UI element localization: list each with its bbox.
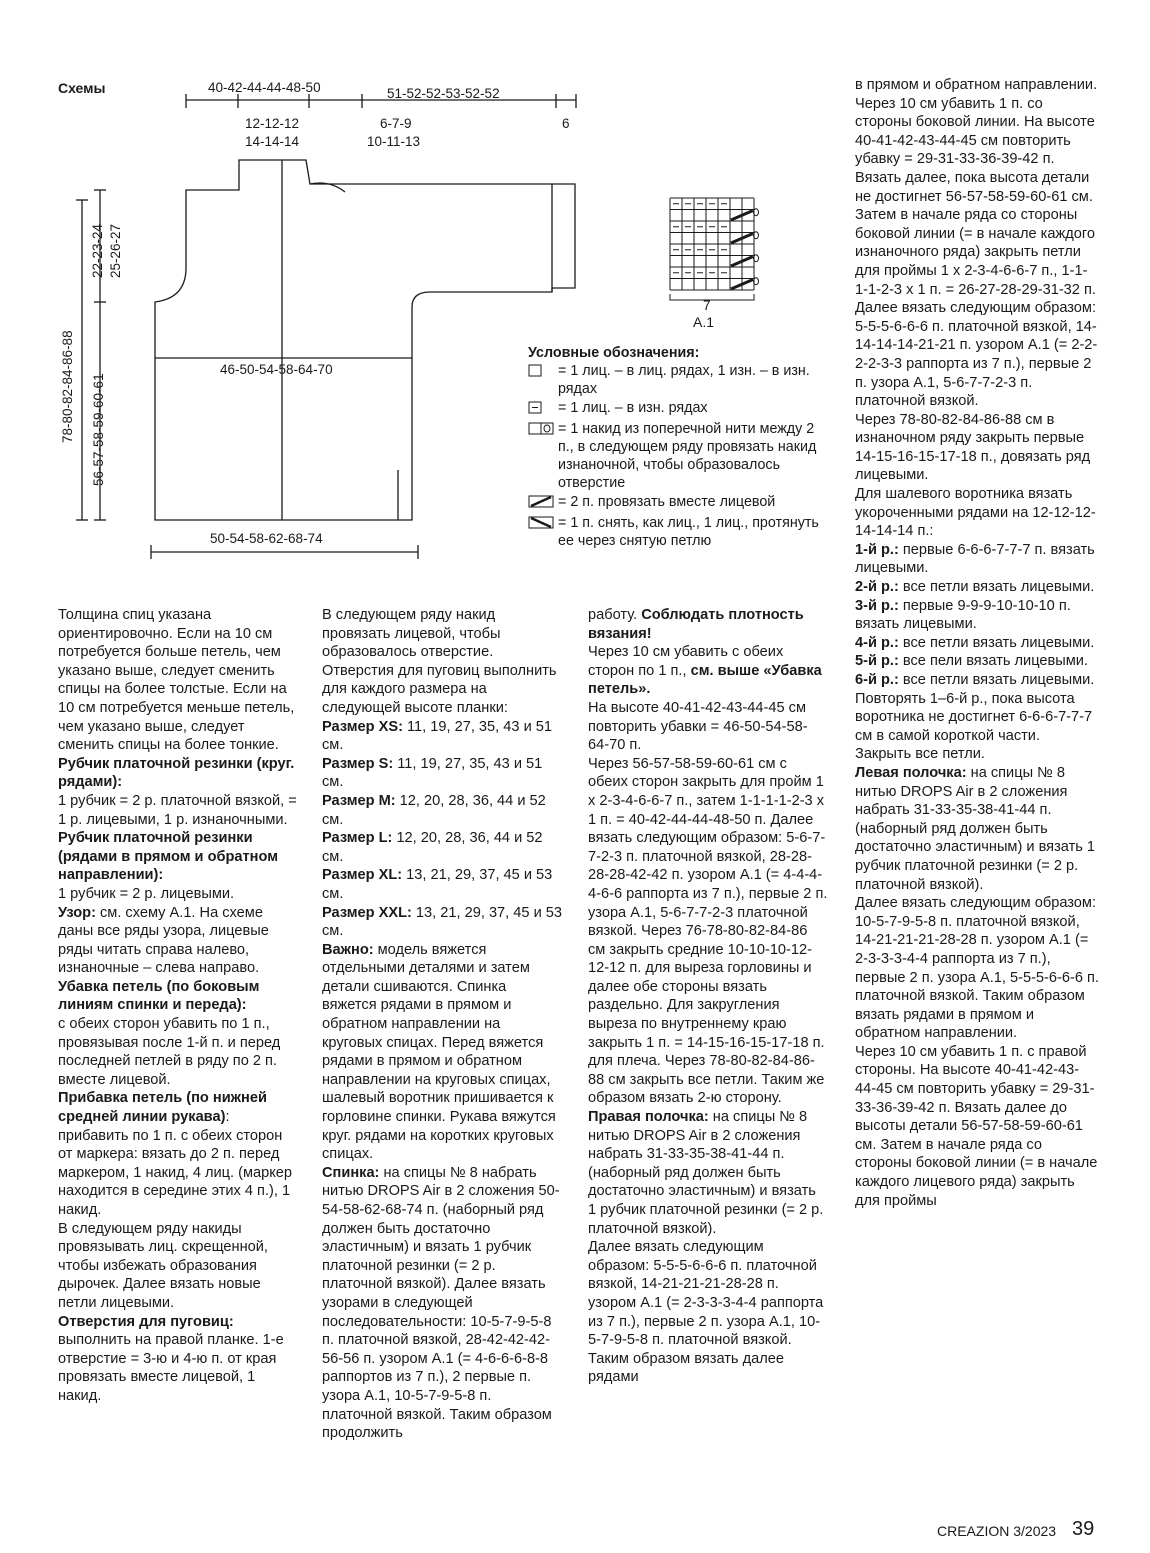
empty-square-icon	[528, 362, 558, 398]
legend-item: = 1 накид из поперечной нити между 2 п., в следующем ряду провязать накид изнаночной, чтобы образовалось отверстие	[528, 420, 828, 493]
paragraph: Левая полочка: на спицы № 8 нитью DROPS Air в 2 сложения набрать 31-33-35-38-41-44 п. (наборный ряд должен быть достаточно эластичным) и вязать 1 рубчик платочной резинки (= 2 р. платочной вязкой).	[855, 764, 1096, 893]
dim-bottom-width: 50-54-58-62-68-74	[210, 531, 323, 546]
dim-shoulder-2: 10-11-13	[367, 134, 421, 149]
legend-item: = 1 лиц. – в изн. рядах	[528, 399, 828, 420]
legend	[528, 344, 828, 550]
schemes-title: Схемы	[58, 80, 106, 96]
o-square-icon	[528, 420, 558, 493]
paragraph: 4-й р.: все петли вязать лицевыми.	[855, 634, 1095, 651]
paragraph: В следующем ряду накид провязать лицевой, чтобы образовалось отверстие. Отверстия для пуговиц выполнить для каждого размера на следующей высоте планки:	[322, 607, 557, 716]
paragraph: Вязать далее, пока высота детали не достигнет 56-57-58-59-60-61 см.	[855, 169, 1093, 205]
legend-item: = 2 п. провязать вместе лицевой	[528, 493, 828, 514]
dim-cuff: 6	[562, 116, 570, 131]
paragraph: Размер M: 12, 20, 28, 36, 44 и 52 см.	[322, 792, 546, 828]
paragraph: 2-й р.: все петли вязать лицевыми.	[855, 579, 1095, 596]
paragraph: Для шалевого воротника вязать укороченными рядами на 12-12-12-14-14-14 п.:	[855, 486, 1096, 540]
paragraph: Далее вязать следующим образом: 5-5-5-6-6-6 п. платочной вязкой, 14-21-21-21-28-28 п. узором А.1 (= 2-3-3-3-4-4 раппорта из 7 п.), первые 2 п. узора А.1, 10-5-7-9-5-8 п. платочной вязкой. Таким образом вязать далее рядами	[588, 1239, 824, 1386]
dim-neck-width-2: 14-14-14	[245, 134, 300, 149]
paragraph: с обеих сторон убавить по 1 п., провязывая после 1-й п. и перед последней петлей в ряду по 2 п. вместе лицевой.	[58, 1016, 281, 1088]
magazine-issue: CREAZION 3/2023	[937, 1523, 1057, 1539]
paragraph: 1-й р.: первые 6-6-6-7-7-7 п. вязать лицевыми.	[855, 541, 1095, 577]
paragraph: 5-й р.: все пели вязать лицевыми.	[855, 653, 1088, 670]
paragraph: На высоте 40-41-42-43-44-45 см повторить убавки = 46-50-54-58-64-70 п.	[588, 699, 808, 754]
dim-shoulder: 6-7-9	[380, 116, 412, 131]
paragraph: Толщина спиц указана ориентировочно. Если на 10 см потребуется больше петель, чем указано выше, следует сменить спицы на более толстые. Если на 10 см потребуется меньше петель, чем указано выше, следует сменить спицы на более тонкие.	[58, 607, 295, 754]
paragraph: Через 56-57-58-59-60-61 см с обеих сторон закрыть для пройм 1 х 2-3-4-6-6-7 п., затем 1-1-1-1-2-3 х 1 п. = 40-42-44-44-48-50 п. Далее вязать следующим образом: 5-6-7-7-2-3 п. платочной вязкой, 28-28-28-28-42-42 п. узором А.1 (= 4-4-4-4-6-6 раппорта из 7 п.), первые 2 п. узора А.1, 5-6-7-7-2-3 платочной вязкой. Через 76-78-80-82-84-86 см закрыть средние 10-10-10-12-12-12 п. для выреза горловины и далее обе стороны вязать раздельно. Для закругления выреза по внутреннему краю закрыть 1 п. = 14-15-16-15-17-18 п. для плеча. Через 78-80-82-84-86-88 см закрыть все петли. Таким же образом вязать 2-ю сторону.	[588, 755, 828, 1107]
dim-armhole-height-2: 25-26-27	[108, 223, 123, 278]
paragraph: Далее вязать следующим образом: 5-5-5-6-6-6 п. платочной вязкой, 14-14-14-14-21-21 п. узором А.1 (= 2-2-2-2-3-3 раппорта из 7 п.), первые 2 п. узора А.1, 5-6-7-7-2-3 п. платочной вязкой.	[855, 300, 1098, 410]
text-column-1	[58, 606, 298, 1406]
text-column-3	[588, 606, 828, 1387]
paragraph: Отверстия для пуговиц: выполнить на правой планке. 1-е отверстие = 3-ю и 4-ю п. от края провязать вместе лицевой, 1 накид.	[58, 1313, 284, 1404]
paragraph: Через 10 см убавить с обеих сторон по 1 п., см. выше «Убавка петель».	[588, 644, 822, 698]
paragraph: Рубчик платочной резинки (круг. рядами):	[58, 755, 295, 791]
chart-name: A.1	[693, 314, 715, 330]
paragraph: Размер S: 11, 19, 27, 35, 43 и 51 см.	[322, 755, 543, 791]
chart-repeat-label: 7	[703, 298, 711, 313]
page-number: 39	[1072, 1518, 1095, 1540]
dim-body-height: 56-57-58-59-60-61	[91, 373, 106, 486]
paragraph: Размер XXL: 13, 21, 29, 37, 45 и 53 см.	[322, 904, 563, 940]
dim-neck-width: 12-12-12	[245, 116, 300, 131]
legend-item: = 1 п. снять, как лиц., 1 лиц., протянуть ее через снятую петлю	[528, 514, 828, 550]
dim-armhole-height: 22-23-24	[90, 223, 105, 278]
paragraph: Спинка: на спицы № 8 набрать нитью DROPS Air в 2 сложения 50-54-58-62-68-74 п. (наборный ряд должен быть достаточно эластичным) и вязать 1 рубчик платочной резинки (= 2 р. платочной вязкой). Далее вязать узорами в следующей последовательности: 10-5-7-9-5-8 п. платочной вязкой, 28-42-42-42-56-56 п. узором А.1 (= 4-6-6-6-8-8 раппортов из 7 п.), 2 первые п. узора А.1, 10-5-7-9-5-8 п. платочной вязкой. Таким образом продолжить	[322, 1164, 560, 1442]
dim-total-height: 78-80-82-84-86-88	[60, 330, 75, 443]
paragraph: Важно: модель вяжется отдельными деталями и затем детали сшиваются. Спинка вяжется рядами в прямом и обратном направлении на круговых спицах. Перед вяжется рядами в прямом и обратном направлении на круговых спицах, шалевый воротник пришивается к горловине спинки. Рукава вяжутся круг. рядами на коротких круговых спицах.	[322, 941, 556, 1163]
dash-square-icon	[528, 399, 558, 420]
paragraph: Узор: см. схему А.1. На схеме даны все ряды узора, лицевые ряды читать справа налево, изнаночные – слева направо.	[58, 904, 269, 977]
paragraph: Повторять 1–6-й р., пока высота воротника не достигнет 6-6-6-7-7-7 см в самой короткой части. Закрыть все петли.	[855, 690, 1093, 763]
legend-title: Условные обозначения:	[528, 345, 700, 361]
text-column-4	[855, 76, 1099, 1210]
paragraph: 1 рубчик = 2 р. лицевыми.	[58, 885, 235, 902]
k2tog-square-icon	[528, 493, 558, 514]
paragraph: Размер L: 12, 20, 28, 36, 44 и 52 см.	[322, 830, 543, 865]
text-column-2	[322, 606, 562, 1443]
paragraph: Убавка петель (по боковым линиям спинки и переда):	[58, 978, 260, 1014]
paragraph: Размер XS: 11, 19, 27, 35, 43 и 51 см.	[322, 718, 553, 754]
paragraph: работу. Соблюдать плотность вязания!	[588, 607, 804, 642]
paragraph: Через 78-80-82-84-86-88 см в изнаночном ряду закрыть первые 14-15-16-15-17-18 п., довязать ряд лицевыми.	[855, 411, 1091, 484]
paragraph: Далее вязать следующим образом: 10-5-7-9-5-8 п. платочной вязкой, 14-21-21-21-28-28 п. узором А.1 (= 2-3-3-3-4-4 раппорта из 7 п.), первые 2 п. узора А.1, 5-5-5-6-6-6 п. платочной вязкой. Таким образом вязать рядами в прямом и обратном направлении.	[855, 895, 1099, 1042]
skp-square-icon	[528, 514, 558, 550]
paragraph: Размер XL: 13, 21, 29, 37, 45 и 53 см.	[322, 867, 553, 902]
paragraph: 6-й р.: все петли вязать лицевыми.	[855, 672, 1095, 688]
dim-chest-width: 46-50-54-58-64-70	[220, 362, 333, 377]
paragraph: Через 10 см убавить 1 п. с правой стороны. На высоте 40-41-42-43-44-45 см повторить убавку = 29-31-33-36-39-42 п. Вязать далее до высоты детали 56-57-58-59-60-61 см. Затем в начале ряда со стороны боковой линии (= в начале каждого лицевого ряда) закрыть для проймы	[855, 1043, 1098, 1209]
paragraph: В следующем ряду накиды провязывать лиц. скрещенной, чтобы избежать образования дырочек. Далее вязать новые петли лицевыми.	[58, 1220, 268, 1311]
paragraph: 3-й р.: первые 9-9-9-10-10-10 п. вязать лицевыми.	[855, 597, 1071, 633]
dim-top-width: 40-42-44-44-48-50	[208, 80, 321, 95]
dim-sleeve-width: 51-52-52-53-52-52	[387, 86, 500, 101]
paragraph: в прямом и обратном направлении. Через 10 см убавить 1 п. со стороны боковой линии. На высоте 40-41-42-43-44-45 см повторить убавку = 29-31-33-36-39-42 п.	[855, 77, 1098, 168]
paragraph: Прибавка петель (по нижней средней линии рукава): прибавить по 1 п. с обеих сторон от маркера: вязать до 2 п. перед маркером, 1 накид, 4 лиц. (маркер находится в середине этих 4 п.), 1 накид.	[58, 1090, 293, 1218]
paragraph: Рубчик платочной резинки (рядами в прямом и обратном направлении):	[58, 830, 279, 884]
paragraph: Затем в начале ряда со стороны боковой линии (= в начале каждого изнаночного ряда) закрыть петли для проймы 1 х 2-3-4-6-6-7 п., 1-1-1-1-2-3 х 1 п. = 26-27-28-29-31-32 п.	[855, 207, 1096, 298]
paragraph: 1 рубчик = 2 р. платочной вязкой, = 1 р. лицевыми, 1 р. изнаночными.	[58, 792, 297, 828]
paragraph: Правая полочка: на спицы № 8 нитью DROPS Air в 2 сложения набрать 31-33-35-38-41-44 п. (наборный ряд должен быть достаточно эластичным) и вязать 1 рубчик платочной резинки (= 2 р. платочной вязкой).	[588, 1109, 824, 1237]
legend-item: = 1 лиц. – в лиц. рядах, 1 изн. – в изн. рядах	[528, 362, 828, 398]
